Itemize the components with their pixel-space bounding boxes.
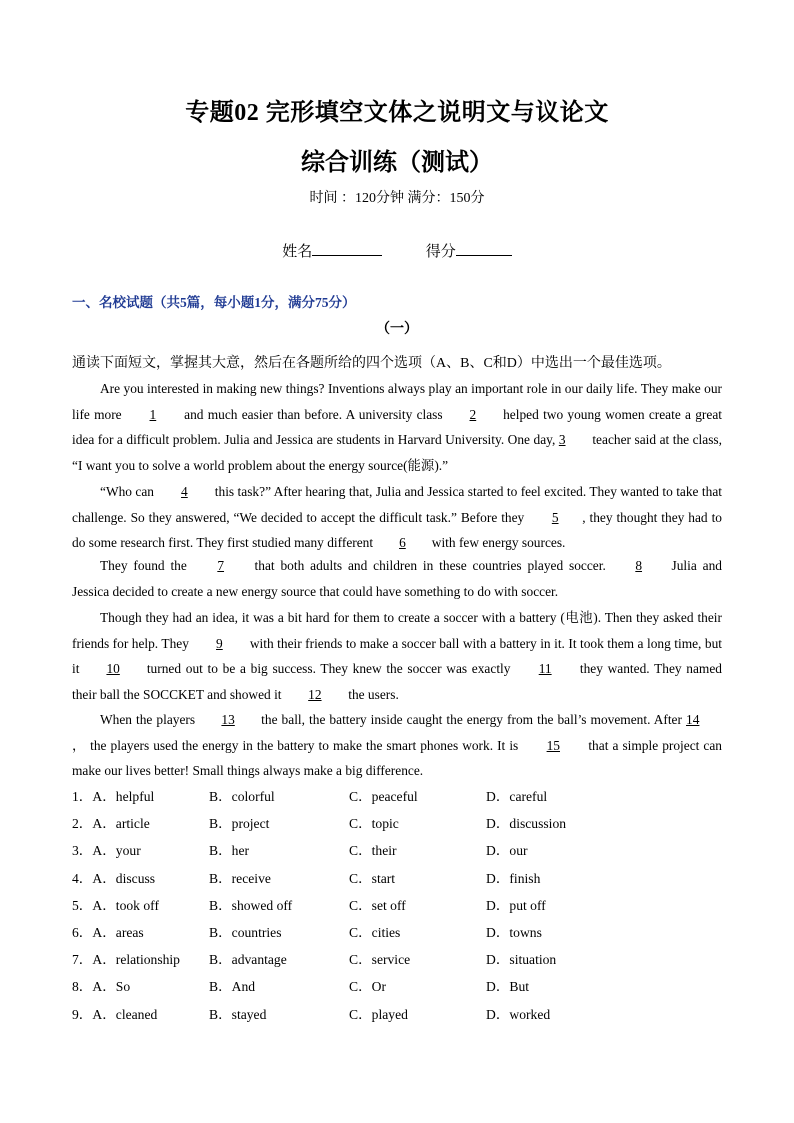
- option-a[interactable]: 7．A．relationship: [72, 952, 180, 968]
- blank-10: 10: [106, 661, 120, 676]
- blank-3: 3: [558, 432, 566, 447]
- time-and-score-info: 时间 ：120分钟 满分：150分: [309, 191, 485, 206]
- passage-number: （一）: [376, 322, 418, 337]
- blank-6: 6: [399, 535, 406, 550]
- question-options-row: [72, 867, 732, 894]
- option-a[interactable]: 4．A．discuss: [72, 870, 156, 886]
- option-d[interactable]: D．situation: [486, 952, 557, 968]
- option-a[interactable]: 5．A．took off: [72, 897, 159, 913]
- passage-paragraph-3: [72, 553, 722, 604]
- blank-12: 12: [308, 686, 322, 702]
- paragraph-text: ， the players used the energy in the battery to make the smart phones work. It is: [72, 737, 523, 753]
- blank-8: 8: [635, 558, 643, 573]
- option-c[interactable]: C．set off: [349, 897, 406, 913]
- option-a[interactable]: 9．A．cleaned: [72, 1006, 158, 1022]
- blank-1: 1: [149, 406, 157, 422]
- option-b[interactable]: B．her: [209, 843, 250, 859]
- blank-7: 7: [217, 558, 225, 573]
- passage-paragraph-1: [72, 376, 722, 478]
- name-blank[interactable]: [312, 241, 382, 256]
- passage-paragraph-4: [72, 605, 722, 707]
- option-d[interactable]: D．our: [486, 843, 528, 859]
- paragraph-text: with their friends to make a soccer ball with a battery in it. It took them a long time, but it: [72, 635, 722, 676]
- question-options-row: [72, 975, 732, 1002]
- paragraph-text: the users.: [344, 686, 399, 702]
- name-label: 姓名: [282, 244, 313, 260]
- option-c[interactable]: C．Or: [349, 979, 387, 995]
- instruction-text: 通读下面短文，掌握其大意，然后在各题所给的四个选项（A、B、C和D）中选出一个最佳选项。: [72, 356, 671, 371]
- paragraph-text: teacher said at the class, “I want you to solve a world problem about the energy source(能源).”: [72, 432, 722, 473]
- question-options-row: [72, 948, 732, 975]
- option-c[interactable]: C．service: [349, 952, 411, 968]
- question-options-row: [72, 839, 732, 866]
- option-c[interactable]: C．peaceful: [349, 789, 418, 804]
- question-options-row: [72, 921, 732, 948]
- answer-options-list: [72, 785, 732, 1030]
- paragraph-text: that a simple project can make our lives better! Small things always make a big difference.: [72, 737, 722, 778]
- blank-13: 13: [221, 712, 235, 727]
- paragraph-text: and much easier than before. A university class: [179, 406, 447, 422]
- paragraph-text: They found the: [100, 558, 193, 573]
- option-d[interactable]: D．But: [486, 979, 530, 995]
- page-subtitle: 综合训练（测试）: [301, 150, 493, 176]
- option-b[interactable]: B．receive: [209, 870, 271, 886]
- paragraph-text: “Who can: [100, 484, 158, 499]
- paragraph-text: this task?” After hearing that, Julia and Jessica started to feel excited. They wanted to take that challenge. So they answered, “We decided to accept the difficult task.” Before they: [72, 484, 722, 525]
- option-a[interactable]: 1．A．helpful: [72, 789, 155, 804]
- option-d[interactable]: D．careful: [486, 789, 548, 804]
- paragraph-text: with few energy sources.: [428, 535, 566, 550]
- name-score-row: [0, 240, 794, 261]
- question-options-row: [72, 1003, 732, 1030]
- option-c[interactable]: C．cities: [349, 924, 401, 940]
- paragraph-text: When the players: [100, 712, 200, 727]
- option-b[interactable]: B．countries: [209, 924, 282, 940]
- section-heading: 一、名校试题（共5篇，每小题1分，满分75分）: [72, 295, 356, 310]
- option-c[interactable]: C．start: [349, 870, 396, 886]
- option-c[interactable]: C．played: [349, 1006, 408, 1022]
- passage-paragraph-2: [72, 479, 722, 556]
- option-a[interactable]: 8．A．So: [72, 979, 131, 995]
- score-blank[interactable]: [456, 241, 512, 256]
- option-a[interactable]: 6．A．areas: [72, 924, 144, 940]
- blank-15: 15: [546, 737, 560, 753]
- paragraph-text: Julia and Jessica decided to create a new energy source that could have something to do with soccer.: [72, 558, 723, 599]
- option-d[interactable]: D．discussion: [486, 816, 567, 832]
- option-a[interactable]: 3．A．your: [72, 843, 141, 859]
- score-label: 得分: [425, 244, 456, 260]
- option-b[interactable]: B．colorful: [209, 789, 275, 804]
- paragraph-text: the ball, the battery inside caught the energy from the ball’s movement. After: [257, 712, 687, 727]
- option-c[interactable]: C．topic: [349, 816, 399, 832]
- option-a[interactable]: 2．A．article: [72, 816, 150, 832]
- paragraph-text: Though they had an idea, it was a bit hard for them to create a soccer with a battery (电池). Then they asked their friends for help. They: [72, 610, 722, 651]
- paragraph-text: , they thought they had to do some research first. They first studied many different: [72, 509, 722, 550]
- option-d[interactable]: D．worked: [486, 1006, 551, 1022]
- option-d[interactable]: D．put off: [486, 897, 546, 913]
- option-b[interactable]: B．showed off: [209, 897, 293, 913]
- question-options-row: [72, 785, 732, 812]
- blank-4: 4: [181, 484, 188, 499]
- page-title: 专题02 完形填空文体之说明文与议论文: [185, 100, 609, 126]
- blank-9: 9: [216, 635, 223, 651]
- option-d[interactable]: D．finish: [486, 870, 541, 886]
- blank-11: 11: [538, 661, 552, 676]
- option-b[interactable]: B．stayed: [209, 1006, 267, 1022]
- option-c[interactable]: C．their: [349, 843, 397, 859]
- blank-5: 5: [551, 509, 559, 525]
- paragraph-text: that both adults and children in these countries played soccer.: [248, 558, 612, 573]
- option-d[interactable]: D．towns: [486, 924, 542, 940]
- paragraph-text: turned out to be a big success. They knew the soccer was exactly: [142, 661, 516, 676]
- paragraph-text: helped two young women create a great idea for a difficult problem. Julia and Jessica are students in Harvard University. One day,: [72, 406, 722, 447]
- passage-paragraph-5: [72, 707, 722, 784]
- question-options-row: [72, 894, 732, 921]
- paragraph-text: Are you interested in making new things? Inventions always play an important role in our daily life. They make our life more: [72, 381, 722, 422]
- option-b[interactable]: B．project: [209, 816, 270, 832]
- option-b[interactable]: B．advantage: [209, 952, 287, 968]
- blank-14: 14: [686, 712, 700, 727]
- blank-2: 2: [469, 406, 477, 422]
- option-b[interactable]: B．And: [209, 979, 256, 995]
- paragraph-text: they wanted. They named their ball the SOCCKET and showed it: [72, 661, 722, 702]
- question-options-row: [72, 812, 732, 839]
